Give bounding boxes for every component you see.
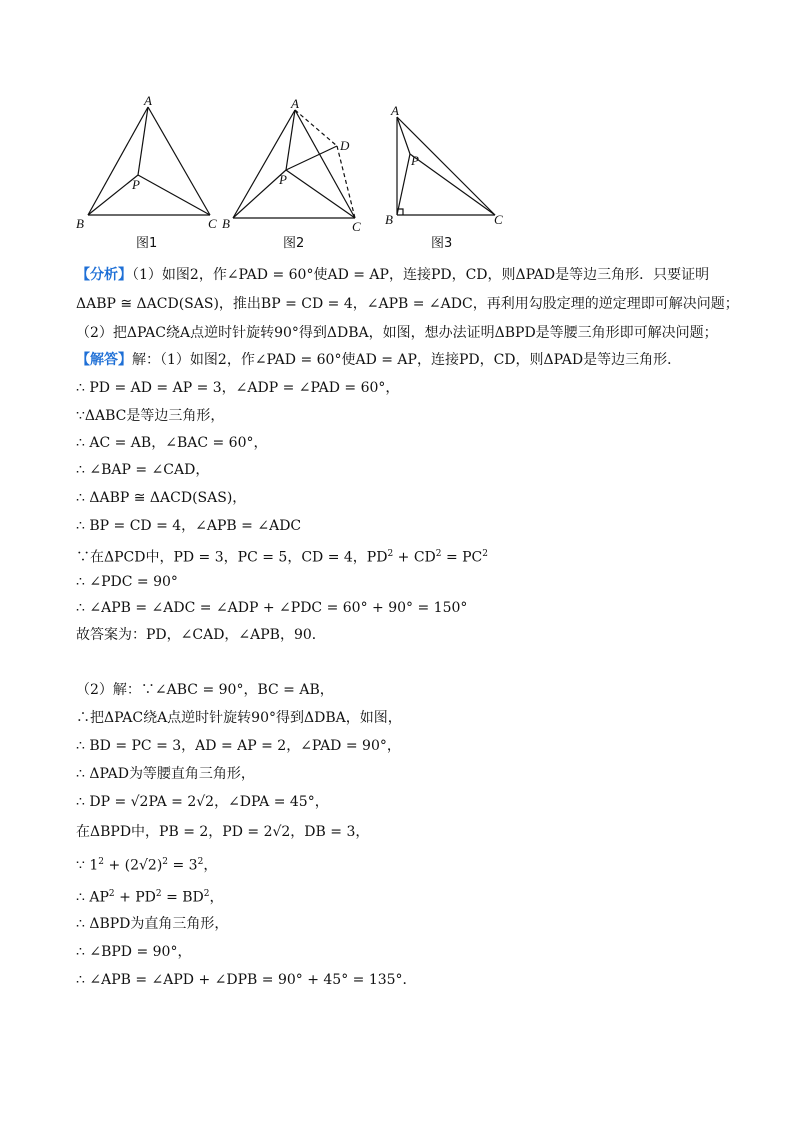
fig3-caption: 图3 [431, 236, 453, 251]
part2-line-7 [76, 852, 217, 876]
solution-line-7 [76, 544, 488, 568]
analysis-line-3: （2）把ΔPAC绕A点逆时针旋转90°得到ΔDBA，如图，想办法证明ΔBPD是等腰三角形即可解决问题； [76, 325, 718, 341]
part2-sup-7a: 2 [98, 857, 104, 867]
part2-text-8d: ， [209, 889, 224, 906]
figure-2 [233, 110, 355, 218]
fig3-edge-cp [410, 154, 495, 215]
fig2-label-a: A [291, 96, 299, 111]
fig1-edge-bp [88, 175, 138, 215]
part2-line-6: 在ΔBPD中，PB = 2，PD = 2√2，DB = 3， [76, 824, 370, 840]
part2-line-2: ∴把ΔPAC绕A点逆时针旋转90°得到ΔDBA，如图， [76, 710, 402, 726]
fig3-label-a: A [391, 103, 399, 118]
part2-line-8 [76, 884, 224, 908]
fig1-caption: 图1 [136, 236, 158, 251]
part2-sup-7b: 2 [162, 857, 169, 867]
fig3-edge-ap [397, 117, 410, 154]
solution-line-0 [76, 350, 681, 370]
part2-text-8a: ∴ AP [76, 889, 109, 906]
solution-sup-7a: 2 [387, 549, 394, 559]
solution-line-4: ∴ ∠BAP = ∠CAD， [76, 462, 210, 478]
fig3-label-p: P [411, 153, 419, 168]
fig1-label-p: P [132, 177, 140, 192]
solution-line-6: ∴ BP = CD = 4，∠APB = ∠ADC [76, 518, 302, 534]
part2-text-7c: = 3 [168, 857, 198, 874]
solution-tag: 【解答】 [76, 352, 132, 368]
part2-text-7a: ∵ 1 [76, 857, 99, 874]
solution-text-7a: ∵在ΔPCD中，PD = 3，PC = 5，CD = 4，PD [76, 549, 388, 566]
part2-sup-8c: 2 [203, 889, 210, 899]
geometry-figures [60, 90, 520, 260]
fig1-label-c: C [208, 216, 217, 231]
fig2-label-b: B [222, 216, 230, 231]
solution-text-7c: = PC [441, 549, 483, 566]
fig2-label-p: P [279, 172, 287, 187]
solution-text-0: 解：（1）如图2，作∠PAD = 60°使AD = AP，连接PD，CD，则ΔPAD是等边三角形． [132, 352, 682, 368]
part2-sup-8b: 2 [155, 889, 162, 899]
fig2-edge-cp [286, 170, 355, 218]
part2-line-4: ∴ ΔPAD为等腰直角三角形， [76, 766, 255, 782]
part2-text-8c: = BD [161, 889, 204, 906]
part2-text-7d: ， [203, 857, 218, 874]
part2-sup-8a: 2 [108, 889, 115, 899]
fig1-label-b: B [76, 216, 84, 231]
fig2-edge-ab [233, 110, 295, 218]
solution-line-8: ∴ ∠PDC = 90° [76, 574, 178, 590]
fig2-edge-ac [295, 110, 355, 218]
solution-line-5: ∴ ΔABP ≅ ΔACD(SAS)， [76, 490, 247, 506]
part2-text-7b: + (2√2) [104, 857, 163, 874]
fig2-edge-ad [295, 110, 337, 146]
part2-line-5: ∴ DP = √2PA = 2√2，∠DPA = 45°， [76, 794, 329, 810]
analysis-line-2: ΔABP ≅ ΔACD(SAS)，推出BP = CD = 4，∠APB = ∠ADC，再利用勾股定理的逆定理即可解决问题； [76, 296, 739, 312]
part2-line-3: ∴ BD = PC = 3，AD = AP = 2，∠PAD = 90°， [76, 738, 401, 754]
part2-line-10: ∴ ∠BPD = 90°， [76, 944, 192, 960]
part2-text-8b: + PD [114, 889, 156, 906]
part2-sup-7c: 2 [197, 857, 204, 867]
figure-1 [88, 107, 210, 215]
solution-line-1: ∴ PD = AD = AP = 3，∠ADP = ∠PAD = 60°， [76, 380, 400, 396]
fig1-edge-ac [148, 107, 210, 215]
solution-text-7b: + CD [393, 549, 436, 566]
fig2-label-d: D [340, 138, 350, 153]
solution-line-10: 故答案为：PD，∠CAD，∠APB，90． [76, 627, 326, 643]
fig1-label-a: A [144, 93, 152, 108]
part2-line-1: （2）解：∵∠ABC = 90°，BC = AB， [76, 682, 334, 698]
solution-sup-7b: 2 [435, 549, 442, 559]
fig3-edge-bp [397, 154, 410, 215]
solution-sup-7c: 2 [482, 549, 488, 559]
solution-line-2: ∵ΔABC是等边三角形， [76, 408, 225, 424]
fig2-edge-pd [286, 146, 337, 170]
fig3-label-c: C [494, 212, 503, 227]
figure-strip [60, 90, 520, 260]
fig2-caption: 图2 [283, 236, 305, 251]
solution-line-3: ∴ AC = AB，∠BAC = 60°， [76, 435, 268, 451]
analysis-text-1: （1）如图2，作∠PAD = 60°使AD = AP，连接PD，CD，则ΔPAD是等边三角形．只要证明 [132, 267, 710, 283]
part2-line-9: ∴ ΔBPD为直角三角形， [76, 916, 229, 932]
fig1-edge-ab [88, 107, 148, 215]
analysis-tag: 【分析】 [76, 267, 132, 283]
fig2-label-c: C [352, 219, 361, 234]
part2-line-11: ∴ ∠APB = ∠APD + ∠DPB = 90° + 45° = 135°． [76, 972, 417, 988]
fig3-label-b: B [385, 212, 393, 227]
analysis-line-1 [76, 265, 709, 285]
solution-line-9: ∴ ∠APB = ∠ADC = ∠ADP + ∠PDC = 60° + 90° = 150° [76, 600, 468, 616]
